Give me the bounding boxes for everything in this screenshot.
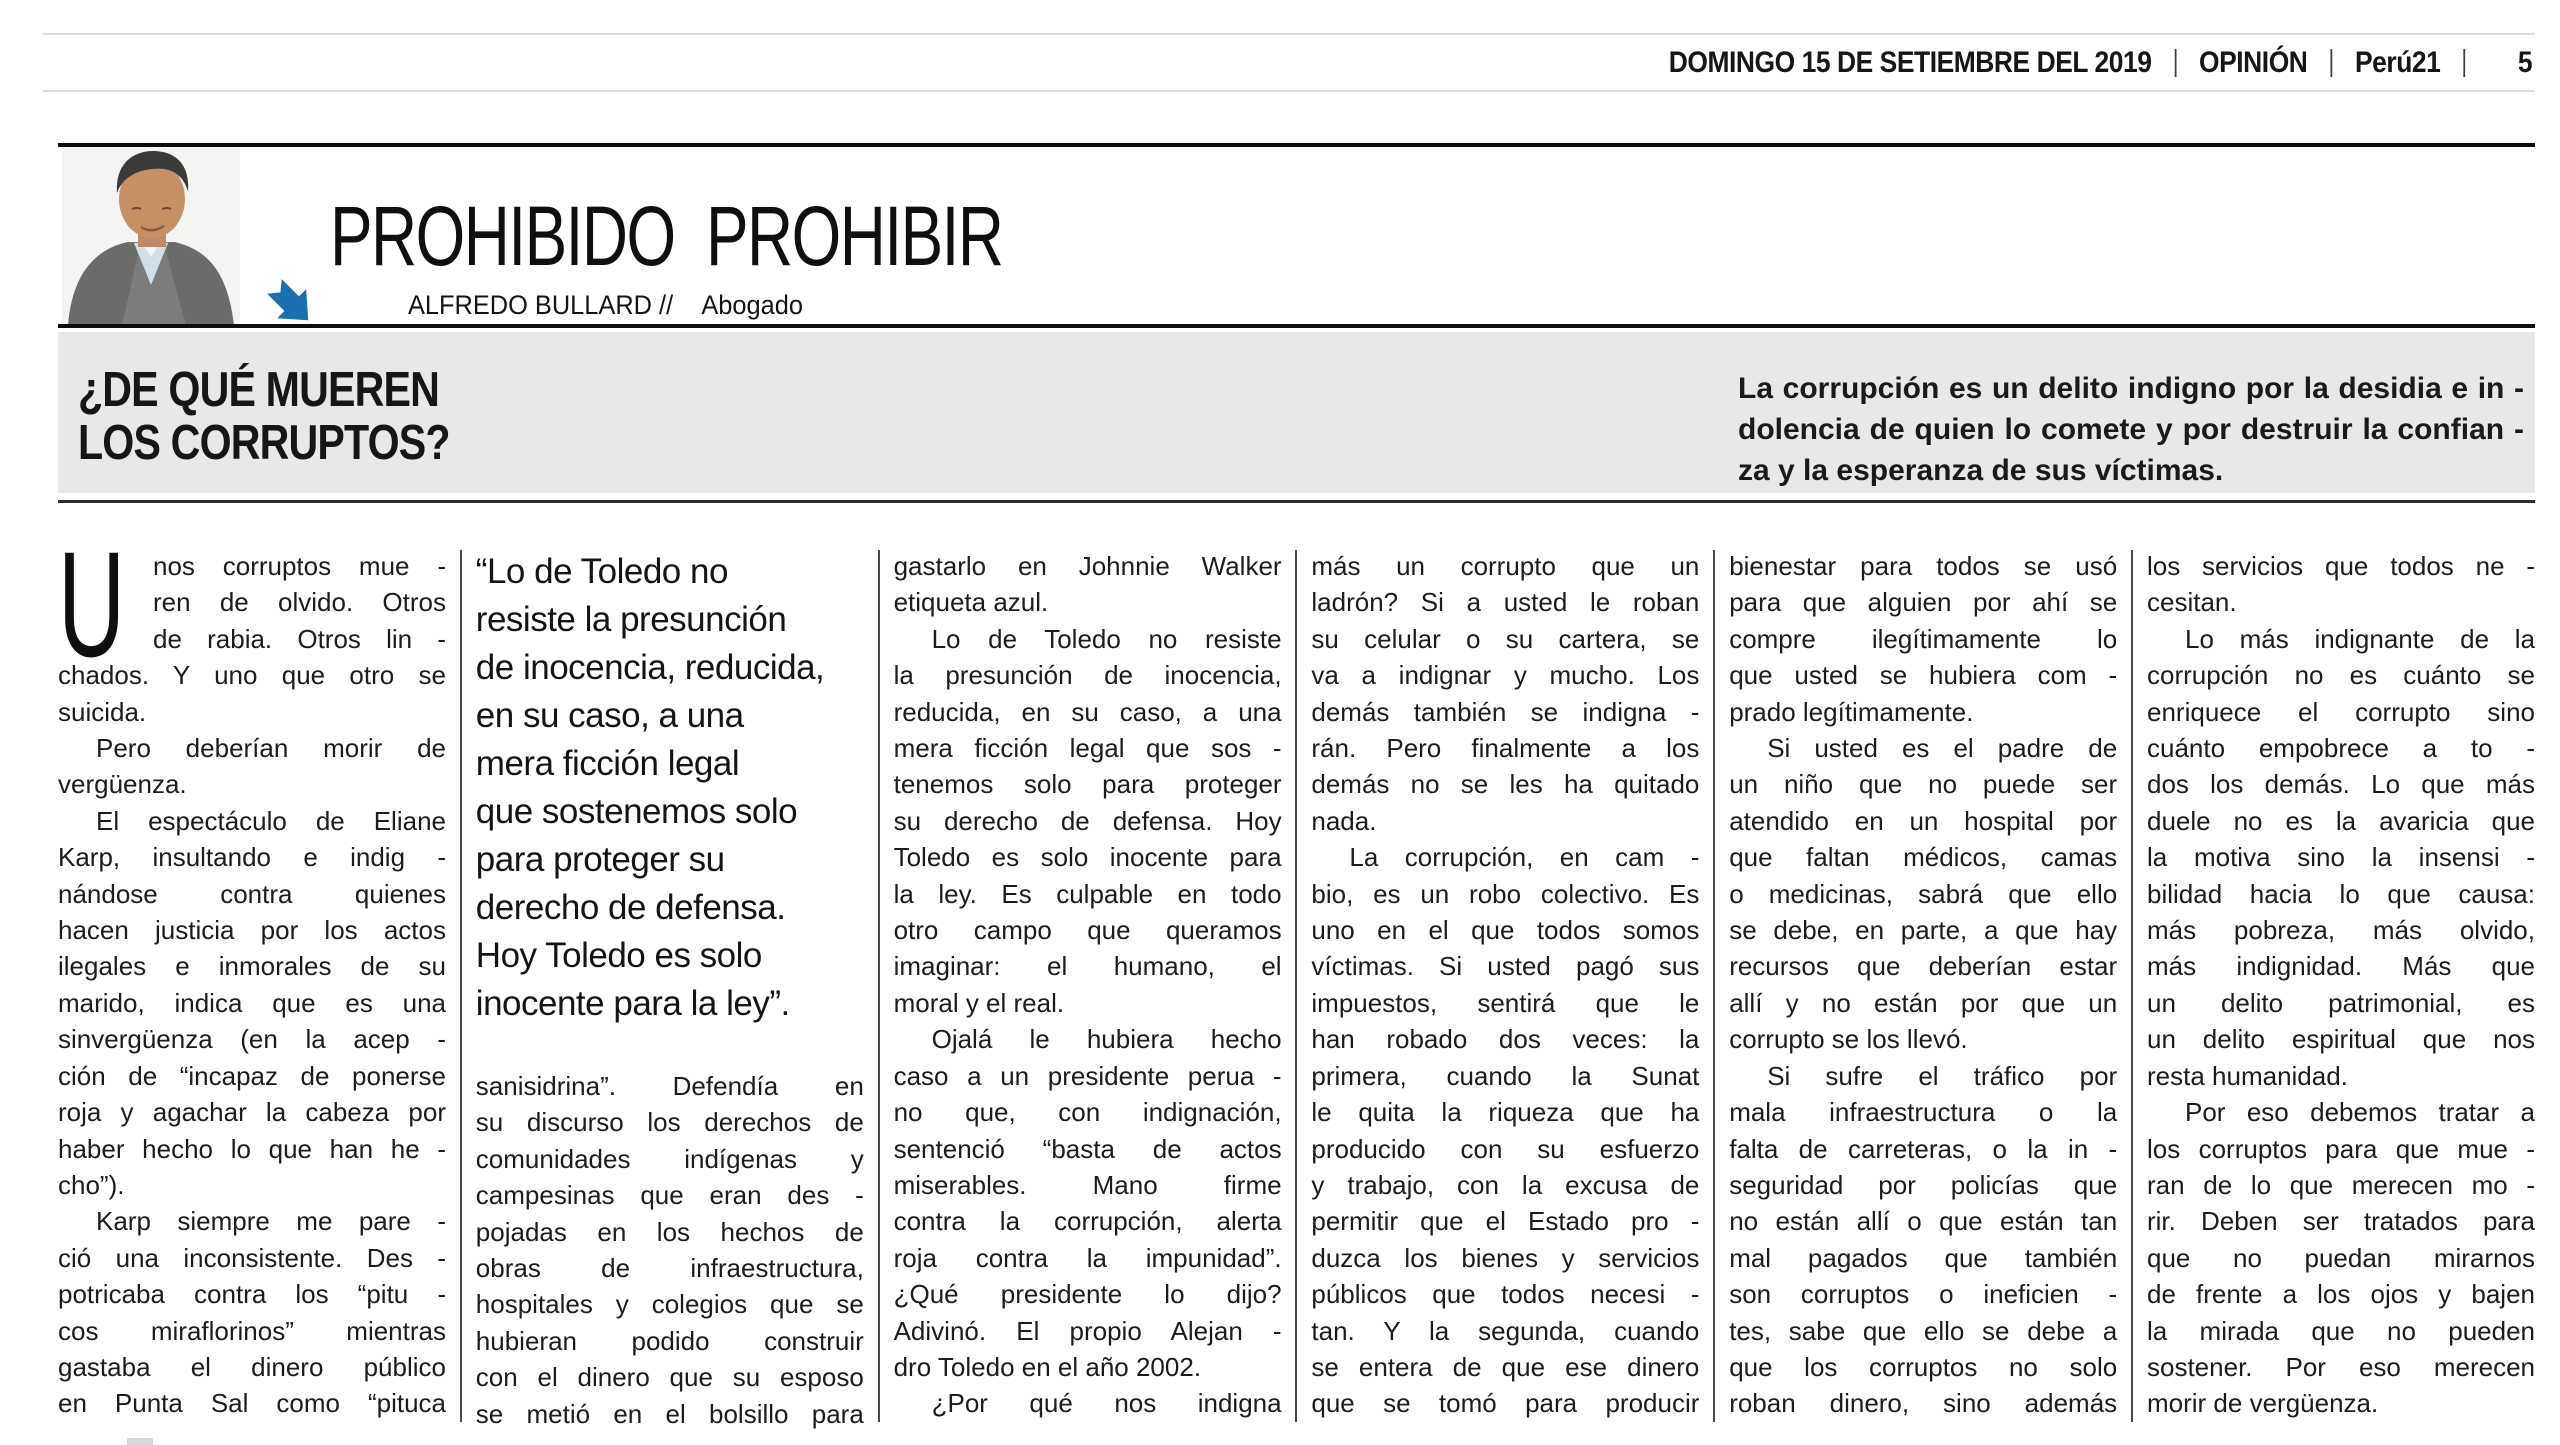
body-line: comunidades indígenas y xyxy=(475,1143,864,1174)
body-line: hospitales y colegios que se xyxy=(475,1289,864,1320)
body-line: ilegales e inmorales de su xyxy=(58,951,446,982)
body-line: gastarlo en Johnnie Walker xyxy=(893,551,1282,581)
pull-quote-line: “Lo de Toledo no xyxy=(475,552,728,591)
body-line: Ojalá le hubiera hecho xyxy=(931,1024,1282,1055)
masthead-bottom-rule xyxy=(43,90,2535,92)
pull-quote-line: derecho de defensa. xyxy=(475,888,786,927)
page-corner-mark xyxy=(127,1438,153,1445)
article-column xyxy=(476,548,864,1432)
deck-line: La corrupción es un delito indigno por la desidia e in - xyxy=(1738,372,2524,405)
body-line: más pobreza, más olvido, xyxy=(2147,915,2535,946)
body-line: nos corruptos mue - xyxy=(153,551,446,581)
body-line: no están allí o que están tan xyxy=(1729,1206,2118,1237)
body-line: corrupto se los llevó. xyxy=(1729,1024,1968,1055)
body-line: que usted se hubiera com - xyxy=(1729,660,2118,691)
body-line: prado legítimamente. xyxy=(1729,696,1974,727)
body-line: mera ficción legal que sos - xyxy=(893,733,1282,764)
body-line: enriquece el corrupto sino xyxy=(2147,696,2535,727)
pull-quote-line: Hoy Toledo es solo xyxy=(475,936,762,975)
body-line: bienestar para todos se usó xyxy=(1729,551,2118,581)
body-line: para que alguien por ahí se xyxy=(1729,587,2118,618)
deck-line: za y la esperanza de sus víctimas. xyxy=(1738,454,2224,487)
masthead-date: DOMINGO 15 DE SETIEMBRE DEL 2019 xyxy=(1668,46,2152,79)
body-line: duzca los bienes y servicios xyxy=(1311,1242,1700,1273)
byline xyxy=(408,290,803,321)
body-line: obras de infraestructura, xyxy=(475,1253,864,1284)
body-line: ¿Por qué nos indigna xyxy=(931,1388,1282,1419)
body-line: que no puedan mirarnos xyxy=(2147,1242,2535,1273)
body-line: dro Toledo en el año 2002. xyxy=(893,1351,1202,1382)
body-line: permitir que el Estado pro - xyxy=(1311,1206,1700,1237)
body-line: gastaba el dinero público xyxy=(58,1351,446,1382)
body-line: tan. Y la segunda, cuando xyxy=(1311,1315,1700,1346)
band-bottom-rule xyxy=(58,500,2535,503)
body-line: haber hecho lo que han he - xyxy=(58,1133,446,1164)
pull-quote-line: resiste la presunción xyxy=(475,600,787,639)
body-line: Karp, insultando e indig - xyxy=(58,842,446,873)
body-line: que los corruptos no solo xyxy=(1729,1351,2118,1382)
body-line: roban dinero, sino además xyxy=(1729,1388,2118,1419)
body-line: la ley. Es culpable en todo xyxy=(893,878,1282,909)
body-line: duele no es la avaricia que xyxy=(2147,805,2535,836)
pull-quote-line: de inocencia, reducida, xyxy=(475,648,825,687)
masthead-section: OPINIÓN xyxy=(2198,46,2308,79)
body-line: sostener. Por eso merecen xyxy=(2147,1351,2535,1382)
body-line: Adivinó. El propio Alejan - xyxy=(893,1315,1282,1346)
body-line: sentenció “basta de actos xyxy=(893,1133,1282,1164)
body-line: la mirada que no pueden xyxy=(2147,1315,2535,1346)
author-photo xyxy=(62,147,240,326)
body-line: marido, indica que es una xyxy=(58,987,446,1018)
body-line: con el dinero que su esposo xyxy=(475,1362,864,1393)
body-line: un delito espiritual que nos xyxy=(2147,1024,2535,1055)
body-line: hubieran podido construir xyxy=(475,1325,864,1356)
body-line: su discurso los derechos de xyxy=(475,1107,864,1138)
body-line: cuánto empobrece a to - xyxy=(2147,733,2535,764)
body-line: Pero deberían morir de xyxy=(96,733,446,764)
body-line: Karp siempre me pare - xyxy=(96,1206,446,1237)
body-line: Si usted es el padre de xyxy=(1767,733,2118,764)
body-line: caso a un presidente perua - xyxy=(893,1060,1282,1091)
article-body xyxy=(0,520,2560,1445)
pull-quote-line: que sostenemos solo xyxy=(475,792,798,831)
body-line: primera, cuando la Sunat xyxy=(1311,1060,1700,1091)
body-line: Lo más indignante de la xyxy=(2185,623,2535,654)
body-line: impuestos, sentirá que le xyxy=(1311,987,1700,1018)
masthead-divider xyxy=(2330,49,2332,77)
body-line: en Punta Sal como “pituca xyxy=(58,1388,446,1419)
body-line: uno en el que todos somos xyxy=(1311,915,1700,946)
body-line: allí y no están por que un xyxy=(1729,987,2118,1018)
article-column xyxy=(2147,548,2535,1422)
body-line: recursos que deberían estar xyxy=(1729,951,2118,982)
body-line: de frente a los ojos y bajen xyxy=(2147,1279,2535,1310)
pull-quote-line: mera ficción legal xyxy=(475,744,740,783)
pull-quote-line: en su caso, a una xyxy=(475,696,744,735)
body-line: reducida, en su caso, a una xyxy=(893,696,1282,727)
column-separator xyxy=(878,550,880,1422)
masthead-page-number: 5 xyxy=(2517,46,2532,79)
body-line: públicos que todos necesi - xyxy=(1311,1279,1700,1310)
body-line: son corruptos o ineficien - xyxy=(1729,1279,2118,1310)
body-line: va a indignar y mucho. Los xyxy=(1311,660,1700,691)
body-line: nándose contra quienes xyxy=(58,878,446,909)
body-line: o medicinas, sabrá que ello xyxy=(1729,878,2118,909)
body-line: bilidad hacia lo que causa: xyxy=(2147,878,2535,909)
pull-quote-line: para proteger su xyxy=(475,840,725,879)
body-line: otro campo que queramos xyxy=(893,915,1282,946)
body-line: más un corrupto que un xyxy=(1311,551,1700,581)
body-line: la motiva sino la insensi - xyxy=(2147,842,2535,873)
body-line: Si sufre el tráfico por xyxy=(1767,1060,2118,1091)
body-line: morir de vergüenza. xyxy=(2147,1388,2379,1419)
body-line: tes, sabe que ello se debe a xyxy=(1729,1315,2118,1346)
body-line: demás no se les ha quitado xyxy=(1311,769,1700,800)
body-line: sanisidrina”. Defendía en xyxy=(475,1071,864,1101)
body-line: ladrón? Si a usted le roban xyxy=(1311,587,1700,618)
body-line: imaginar: el humano, el xyxy=(893,951,1282,982)
header-bottom-black-rule xyxy=(58,324,2535,328)
body-line: producido con su esfuerzo xyxy=(1311,1133,1700,1164)
body-line: cho”). xyxy=(58,1169,125,1200)
body-line: rir. Deben ser tratados para xyxy=(2147,1206,2535,1237)
header-top-black-rule xyxy=(58,143,2535,147)
body-line: un niño que no puede ser xyxy=(1729,769,2118,800)
body-line: vergüenza. xyxy=(58,769,187,800)
masthead-top-rule xyxy=(43,33,2535,35)
body-line: moral y el real. xyxy=(893,987,1065,1018)
body-line: ran de lo que merecen mo - xyxy=(2147,1169,2535,1200)
column-title: PROHIBIDO PROHIBIR xyxy=(330,189,1003,283)
body-line: le quita la riqueza que ha xyxy=(1311,1097,1700,1128)
pull-quote-line: inocente para la ley”. xyxy=(475,984,790,1023)
body-line: un delito patrimonial, es xyxy=(2147,987,2535,1018)
body-line: se entera de que ese dinero xyxy=(1311,1351,1700,1382)
body-line: víctimas. Si usted pagó sus xyxy=(1311,951,1700,982)
headline-line: LOS CORRUPTOS? xyxy=(78,416,450,470)
body-line: suicida. xyxy=(58,696,147,727)
article-column xyxy=(894,548,1282,1422)
body-line: cos miraflorinos” mientras xyxy=(58,1315,446,1346)
body-line: la presunción de inocencia, xyxy=(893,660,1282,691)
body-line: falta de carreteras, o la in - xyxy=(1729,1133,2118,1164)
body-line: contra la corrupción, alerta xyxy=(893,1206,1282,1237)
body-line: de rabia. Otros lin - xyxy=(153,623,446,654)
body-line: que faltan médicos, camas xyxy=(1729,842,2118,873)
body-line: demás también se indigna - xyxy=(1311,696,1700,727)
body-line: campesinas que eran des - xyxy=(475,1180,864,1211)
body-line: corrupción no es cuánto se xyxy=(2147,660,2535,691)
drop-cap: U xyxy=(58,520,126,688)
body-line: ció una inconsistente. Des - xyxy=(58,1242,446,1273)
body-line: mal pagados que también xyxy=(1729,1242,2118,1273)
headline xyxy=(78,364,450,470)
body-line: se metió en el bolsillo para xyxy=(475,1398,864,1429)
body-line: El espectáculo de Eliane xyxy=(96,805,446,836)
body-line: rán. Pero finalmente a los xyxy=(1311,733,1700,764)
body-line: ción de “incapaz de ponerse xyxy=(58,1060,446,1091)
body-line: los corruptos para que mue - xyxy=(2147,1133,2535,1164)
body-line: Lo de Toledo no resiste xyxy=(931,623,1282,654)
body-line: compre ilegítimamente lo xyxy=(1729,623,2118,654)
byline-author: ALFREDO BULLARD // xyxy=(408,290,674,320)
article-column xyxy=(58,520,446,1422)
body-line: ¿Qué presidente lo dijo? xyxy=(893,1279,1282,1310)
body-line: sinvergüenza (en la acep - xyxy=(58,1024,446,1055)
body-line: mala infraestructura o la xyxy=(1729,1097,2118,1128)
body-line: más indignidad. Más que xyxy=(2147,951,2535,982)
body-line: han robado dos veces: la xyxy=(1311,1024,1700,1055)
body-line: hacen justicia por los actos xyxy=(58,915,446,946)
body-line: potricaba contra los “pitu - xyxy=(58,1279,446,1310)
masthead-divider xyxy=(2463,49,2465,77)
masthead xyxy=(1669,46,2532,80)
masthead-brand: Perú21 xyxy=(2354,46,2441,79)
body-line: ren de olvido. Otros xyxy=(153,587,446,618)
body-line: La corrupción, en cam - xyxy=(1349,842,1700,873)
body-line: bio, es un robo colectivo. Es xyxy=(1311,878,1700,909)
body-line: su derecho de defensa. Hoy xyxy=(893,805,1282,836)
body-line: roja y agachar la cabeza por xyxy=(58,1097,446,1128)
body-line: dos los demás. Lo que más xyxy=(2147,769,2535,800)
article-column xyxy=(1311,548,1699,1422)
body-line: cesitan. xyxy=(2147,587,2237,618)
body-line: tenemos solo para proteger xyxy=(893,769,1282,800)
body-line: miserables. Mano firme xyxy=(893,1169,1282,1200)
deck-summary xyxy=(1738,368,2524,491)
body-line: nada. xyxy=(1311,805,1377,836)
pull-quote xyxy=(476,548,864,1028)
body-line: y trabajo, con la excusa de xyxy=(1311,1169,1700,1200)
headline-line: ¿DE QUÉ MUEREN xyxy=(78,363,440,417)
body-line: no que, con indignación, xyxy=(893,1097,1282,1128)
masthead-divider xyxy=(2174,49,2176,77)
article-column xyxy=(1729,548,2117,1422)
body-line: seguridad por policías que xyxy=(1729,1169,2118,1200)
body-line: resta humanidad. xyxy=(2147,1060,2348,1091)
body-line: etiqueta azul. xyxy=(893,587,1049,618)
body-line: atendido en un hospital por xyxy=(1729,805,2118,836)
body-line: chados. Y uno que otro se xyxy=(58,660,446,691)
column-separator xyxy=(2131,550,2133,1422)
deck-line: dolencia de quien lo comete y por destruir la confian - xyxy=(1738,413,2524,446)
column-separator xyxy=(1713,550,1715,1422)
body-line: Toledo es solo inocente para xyxy=(893,842,1282,873)
body-line: que se tomó para producir xyxy=(1311,1388,1700,1419)
body-line: su celular o su cartera, se xyxy=(1311,623,1700,654)
body-line: Por eso debemos tratar a xyxy=(2185,1097,2535,1128)
body-line: se debe, en parte, a que hay xyxy=(1729,915,2118,946)
column-separator xyxy=(460,550,462,1422)
body-line: pojadas en los hechos de xyxy=(475,1216,864,1247)
body-line: roja contra la impunidad”. xyxy=(893,1242,1282,1273)
byline-role: Abogado xyxy=(701,290,803,320)
body-line: los servicios que todos ne - xyxy=(2147,551,2535,581)
column-separator xyxy=(1295,550,1297,1422)
